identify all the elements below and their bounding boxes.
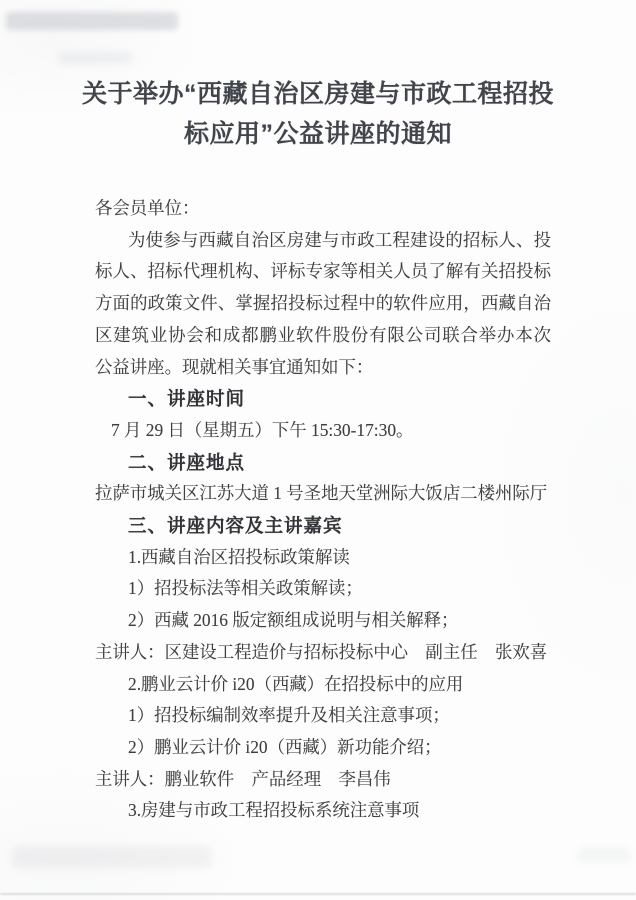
topic-2: 2.鹏业云计价 i20（西藏）在招投标中的应用 — [128, 673, 464, 694]
section-3-heading: 三、讲座内容及主讲嘉宾 — [128, 515, 343, 537]
intro-line-2: 标人、招标代理机构、评标专家等相关人员了解有关招投标 — [95, 261, 551, 282]
topic-2-point-2: 2）鹏业云计价 i20（西藏）新功能介绍； — [128, 736, 442, 757]
notice-title-line-2: 标应用”公益讲座的通知 — [183, 120, 452, 148]
topic-2-point-1: 1）招投标编制效率提升及相关注意事项； — [128, 705, 450, 726]
lecture-time: 7 月 29 日（星期五）下午 15:30-17:30。 — [111, 419, 414, 440]
topic-1: 1.西藏自治区招投标政策解读 — [128, 546, 350, 567]
intro-line-3: 方面的政策文件、掌握招投标过程中的软件应用，西藏自治 — [95, 293, 551, 314]
notice-title-line-1: 关于举办“西藏自治区房建与市政工程招投 — [81, 80, 554, 108]
notice-body — [95, 193, 551, 827]
section-2-heading: 二、讲座地点 — [128, 451, 246, 473]
intro-line-1: 为使参与西藏自治区房建与市政工程建设的招标人、投 — [128, 229, 551, 250]
scan-artifact-bottom-left — [12, 846, 212, 868]
speaker-2: 主讲人：鹏业软件 产品经理 李昌伟 — [95, 768, 391, 789]
intro-line-5: 公益讲座。现就相关事宜通知如下： — [95, 356, 374, 377]
scan-artifact-bottom-right — [578, 848, 630, 862]
topic-1-point-2: 2）西藏 2016 版定额组成说明与相关解释； — [128, 610, 459, 631]
scan-edge-line — [0, 893, 636, 895]
intro-line-4: 区建筑业协会和成都鹏业软件股份有限公司联合举办本次 — [95, 324, 551, 345]
section-1-heading: 一、讲座时间 — [128, 388, 246, 410]
topic-3: 3.房建与市政工程招投标系统注意事项 — [128, 800, 420, 821]
speaker-1: 主讲人：区建设工程造价与招标投标中心 副主任 张欢喜 — [95, 641, 548, 662]
salutation: 各会员单位： — [95, 198, 200, 218]
topic-1-point-1: 1）招投标法等相关政策解读； — [128, 578, 363, 599]
notice-title — [0, 0, 636, 154]
lecture-location: 拉萨市城关区江苏大道 1 号圣地天堂洲际大饭店二楼州际厅 — [95, 483, 548, 504]
